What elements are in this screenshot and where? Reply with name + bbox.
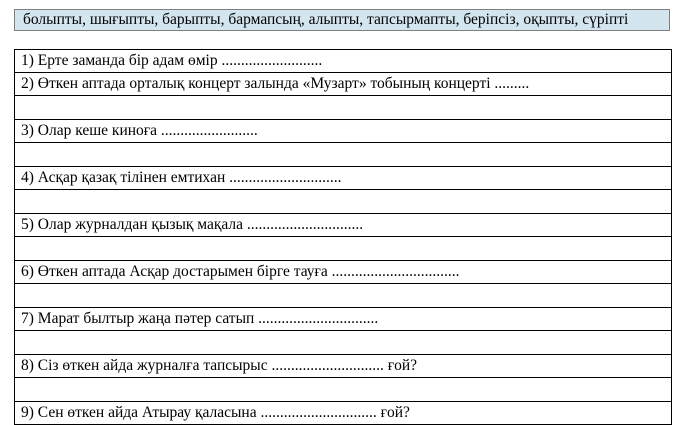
sentence-row [15,167,672,190]
sentence-8: 8) Сіз өткен айда журналға тапсырыс ............................. ғой? [15,355,672,378]
sentence-row [15,261,672,284]
answer-cell[interactable] [15,378,672,402]
sentence-row [15,50,672,73]
sentence-2: 2) Өткен аптада орталық концерт залында «Музарт» тобының концерті ......... [15,73,672,96]
sentence-row [15,308,672,331]
word-bank: болыпты, шығыпты, барыпты, бармапсың, алыпты, тапсырмапты, беріпсіз, оқыпты, сүріпті [14,9,670,31]
sentence-row [15,73,672,96]
answer-cell[interactable] [15,143,672,167]
sentence-1: 1) Ерте заманда бір адам өмір .......................... [15,50,672,73]
answer-cell[interactable] [15,331,672,355]
sentence-4: 4) Асқар қазақ тілінен емтихан ............................. [15,167,672,190]
sentence-row [15,214,672,237]
answer-cell[interactable] [15,237,672,261]
sentence-3: 3) Олар кеше киноға ......................... [15,120,672,143]
answer-row [15,237,672,261]
answer-cell[interactable] [15,96,672,120]
exercise-table [14,49,672,425]
sentence-9: 9) Сен өткен айда Атырау қаласына .............................. ғой? [15,402,672,425]
answer-row [15,331,672,355]
sentence-row [15,402,672,425]
sentence-7: 7) Марат былтыр жаңа пәтер сатып ............................... [15,308,672,331]
answer-row [15,96,672,120]
answer-cell[interactable] [15,190,672,214]
sentence-row [15,120,672,143]
sentence-6: 6) Өткен аптада Асқар достарымен бірге тауға ................................. [15,261,672,284]
sentence-row [15,355,672,378]
answer-row [15,378,672,402]
answer-row [15,143,672,167]
sentence-5: 5) Олар журналдан қызық мақала .............................. [15,214,672,237]
answer-row [15,284,672,308]
answer-cell[interactable] [15,284,672,308]
answer-row [15,190,672,214]
